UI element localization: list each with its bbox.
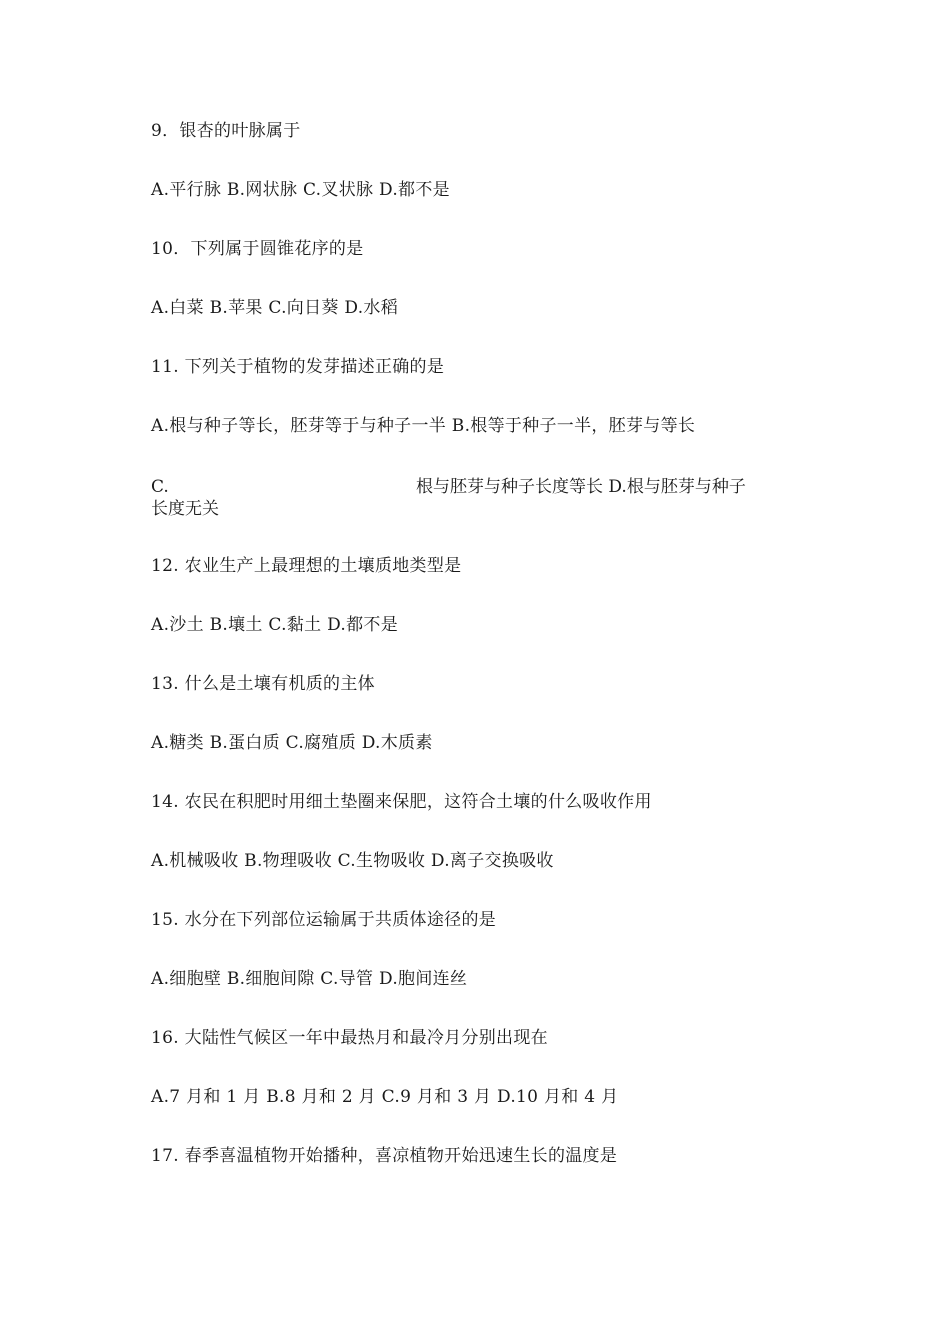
question-13-options: A.糖类 B.蛋白质 C.腐殖质 D.木质素 xyxy=(151,733,433,753)
question-16-options: A.7 月和 1 月 B.8 月和 2 月 C.9 月和 3 月 D.10 月和 4 月 xyxy=(151,1087,619,1107)
question-13: 13. 什么是土壤有机质的主体 xyxy=(151,674,375,694)
question-12-options: A.沙土 B.壤土 C.黏土 D.都不是 xyxy=(151,615,399,635)
option-c-label: C. xyxy=(151,477,169,497)
option-d-continuation: 长度无关 xyxy=(151,499,219,519)
question-11: 11. 下列关于植物的发芽描述正确的是 xyxy=(151,357,445,377)
question-14-options: A.机械吸收 B.物理吸收 C.生物吸收 D.离子交换吸收 xyxy=(151,851,554,871)
question-15-options: A.细胞壁 B.细胞间隙 C.导管 D.胞间连丝 xyxy=(151,969,468,989)
question-14: 14. 农民在积肥时用细土垫圈来保肥，这符合土壤的什么吸收作用 xyxy=(151,792,652,812)
question-11-options-cd xyxy=(151,476,791,520)
question-9: 9．银杏的叶脉属于 xyxy=(151,121,301,141)
option-c-text: 根与胚芽与种子长度等长 D.根与胚芽与种子 xyxy=(416,477,746,497)
question-15: 15. 水分在下列部位运输属于共质体途径的是 xyxy=(151,910,497,930)
question-10-options: A.白菜 B.苹果 C.向日葵 D.水稻 xyxy=(151,298,399,318)
question-12: 12. 农业生产上最理想的土壤质地类型是 xyxy=(151,556,462,576)
question-10: 10．下列属于圆锥花序的是 xyxy=(151,239,364,259)
question-16: 16. 大陆性气候区一年中最热月和最冷月分别出现在 xyxy=(151,1028,548,1048)
question-9-options: A.平行脉 B.网状脉 C.叉状脉 D.都不是 xyxy=(151,180,450,200)
question-11-options-ab: A.根与种子等长，胚芽等于与种子一半 B.根等于种子一半，胚芽与等长 xyxy=(151,416,696,436)
question-17: 17. 春季喜温植物开始播种，喜凉植物开始迅速生长的温度是 xyxy=(151,1146,618,1166)
